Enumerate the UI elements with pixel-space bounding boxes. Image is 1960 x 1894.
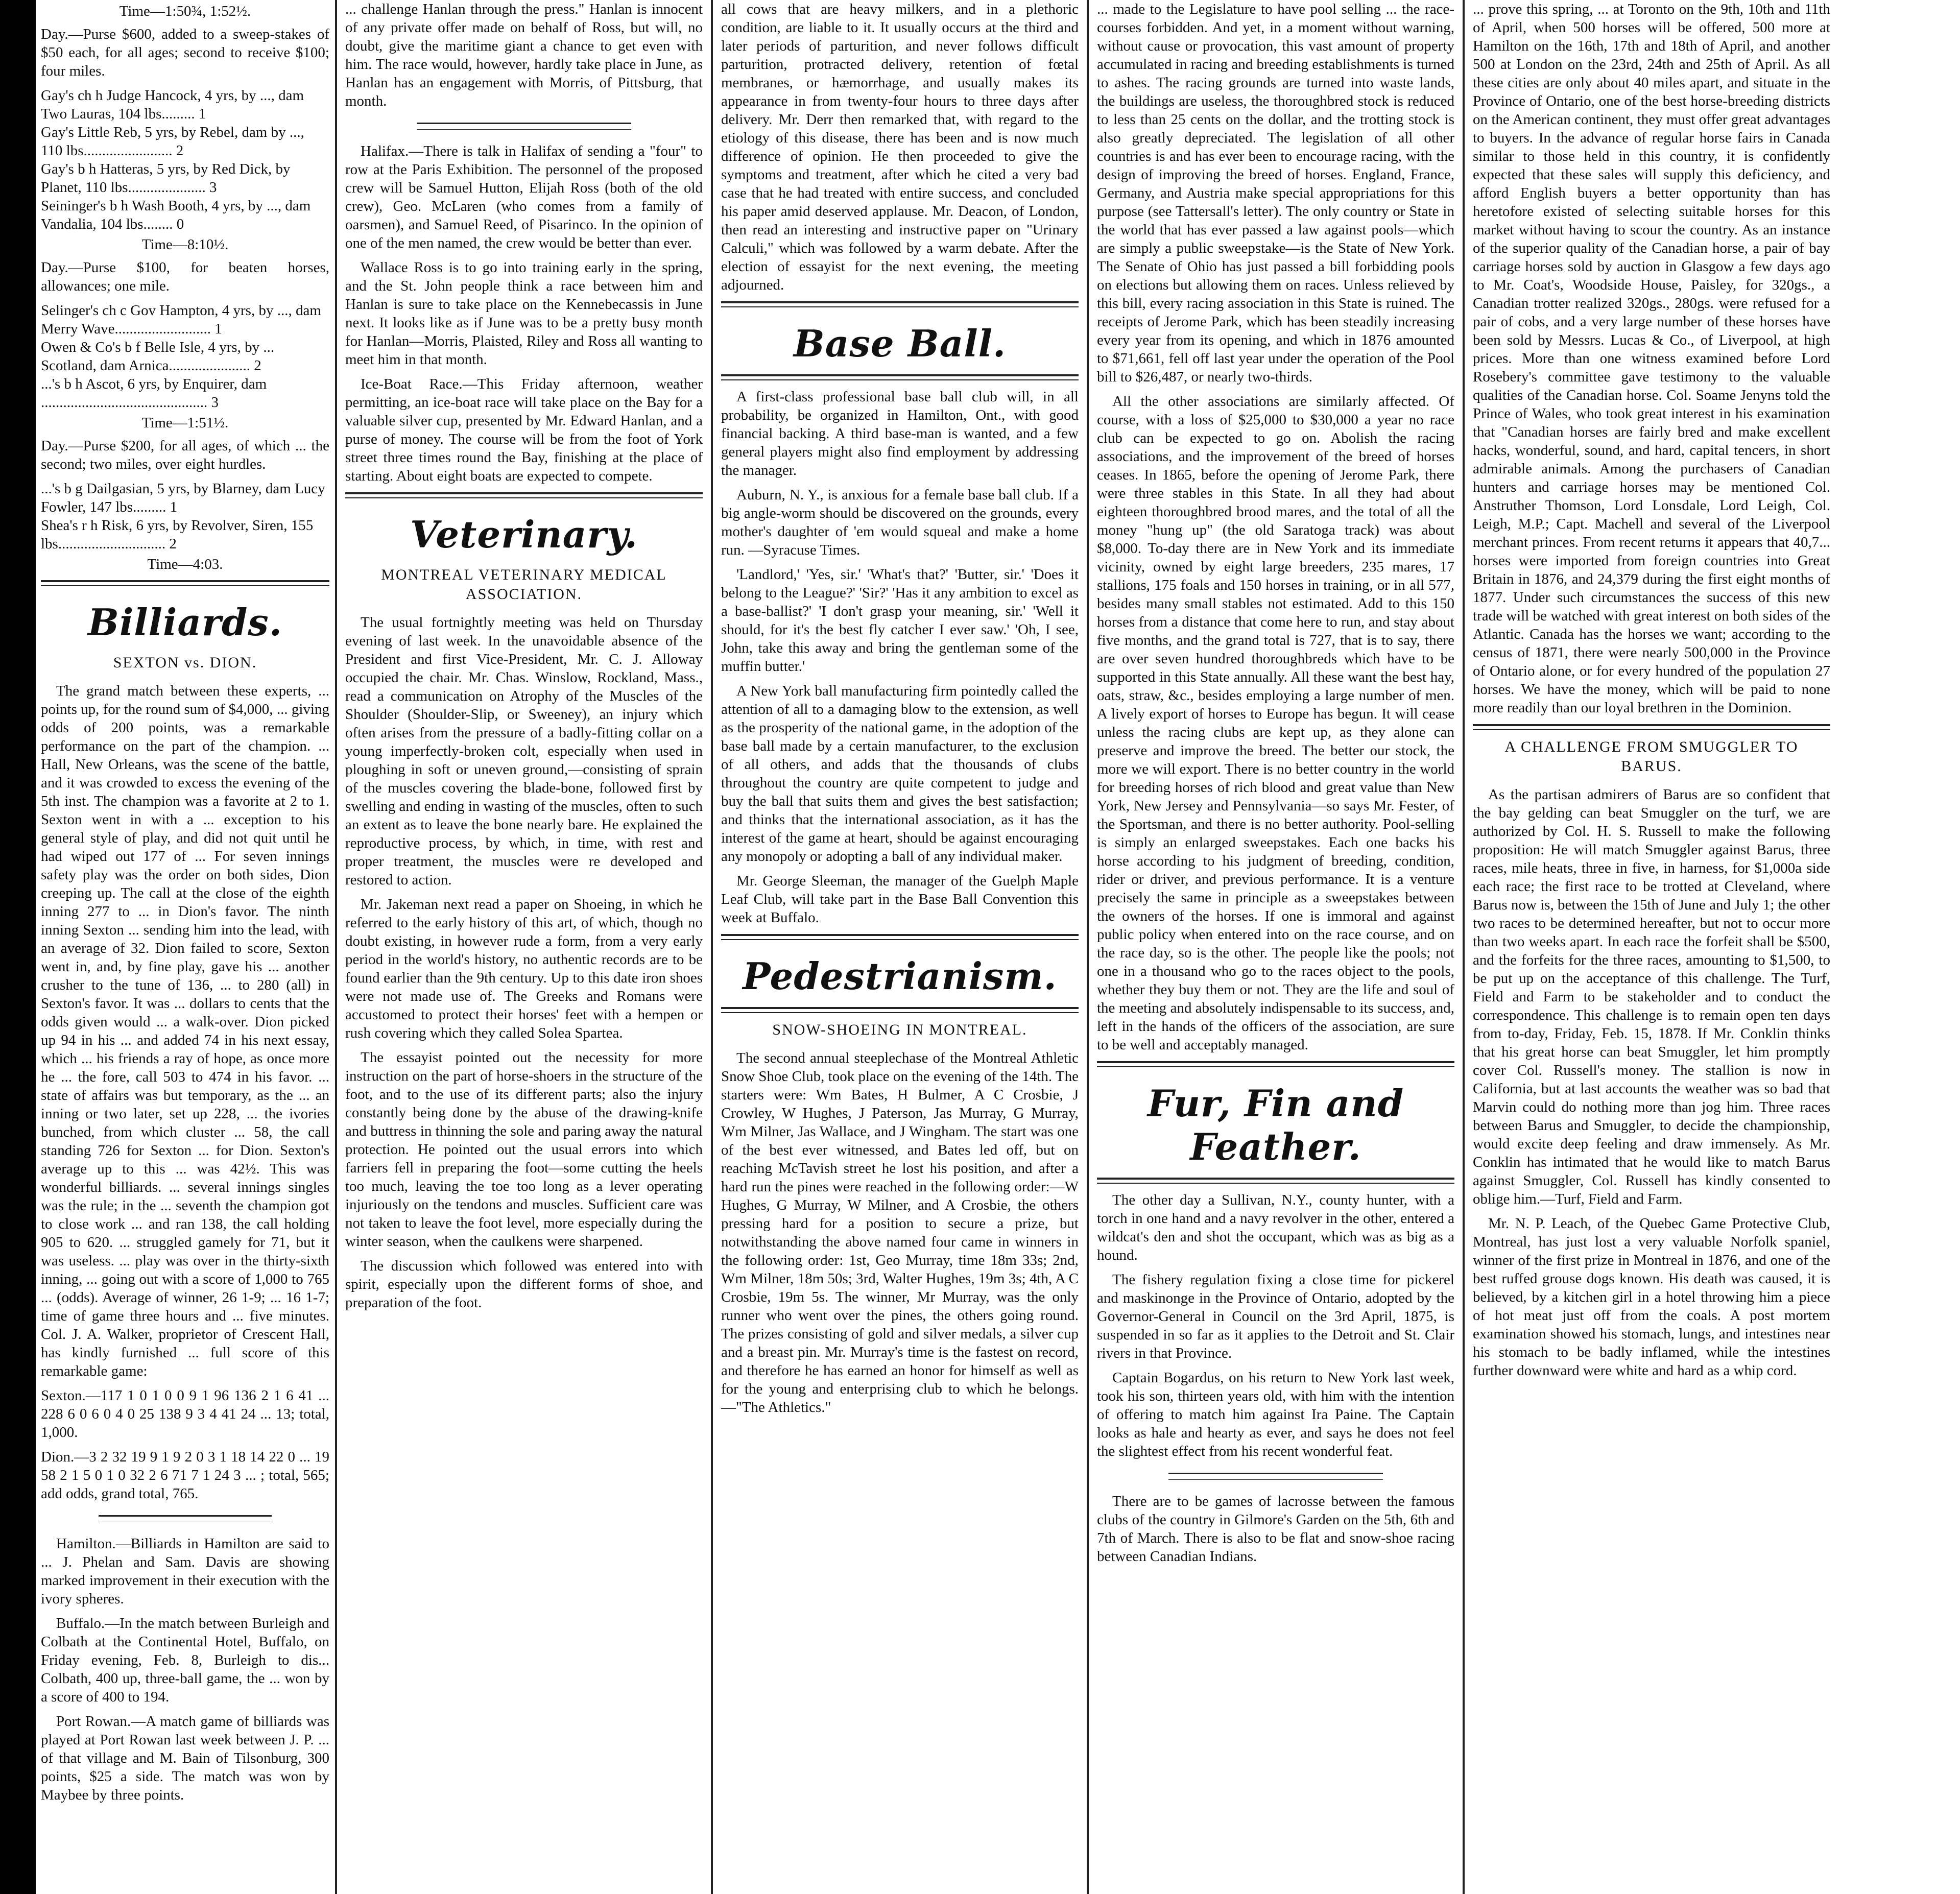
race-intro: Day.—Purse $100, for beaten horses, allowances; one mile.: [41, 259, 329, 294]
column-rule: [1463, 0, 1465, 1894]
column-rule: [711, 0, 713, 1894]
race-intro: Day.—Purse $200, for all ages, of which ... the second; two miles, over eight hurdles.: [41, 438, 329, 472]
race-entry: Selinger's ch c Gov Hampton, 4 yrs, by ..., dam Merry Wave.......................... 1: [41, 302, 325, 337]
column-5: [1473, 0, 1830, 1894]
section-heading-pedestrianism: Pedestrianism.: [743, 954, 1057, 998]
article-body: Captain Bogardus, on his return to New York last week, took his son, thirteen years old, with him with the intention of offering to match him against Ira Paine. The Captain looks as hale and hearty as ever, and says he does not feel the slightest effect from his recent wonderful feat.: [1097, 1370, 1454, 1459]
article-body: Hamilton.—Billiards in Hamilton are said to ... J. Phelan and Sam. Davis are showing marked improvement in their execution with the ivory spheres.: [41, 1536, 329, 1607]
article-body: ... made to the Legislature to have pool selling ... the race-courses forbidden. And yet, in a moment without warning, without cause or provocation, this vast amount of property accumulated in racing and breeding establishments is turned to ashes. The racing grounds are turned into waste lands, the buildings are useless, the thoroughbred stock is reduced to less than 25 cents on the dollar, and the trotting stock is also greatly depreciated. The legislation of all other countries is and has ever been to encourage racing, with the design of improving the breed of horses. England, France, Germany, and Austria make special appropriations for this purpose (see Tattersall's letter). The only country or State in the world that has ever passed a law against pools—which are simply a public sweepstake—is the State of New York. The Senate of Ohio has just passed a bill forbidding pools on elections but allowing them on races. Unless relieved by this bill, every racing association in this State is ruined. The receipts of Jerome Park, which has been steadily increasing every year from its opening, and which in 1876 amounted to $71,661, fell off last year under the operation of the Pool bill to $26,487, or nearly two-thirds.: [1097, 1, 1454, 385]
column-2: [345, 0, 703, 1894]
article-body: All the other associations are similarly affected. Of course, with a loss of $25,000 to $30,000 a year no race club can be expected to go on. Abolish the racing associations, and the improvement of the breed of horses ceases. In 1865, before the opening of Jerome Park, there were three stables in this State. In all they had about eighteen thoroughbred brood mares, and the total of all the money "hung up" (the old Saratoga track) was about $8,000. To-day there are in New York and its immediate vicinity, owned by eight large breeders, 235 mares, 17 stallions, 175 foals and 150 horses in training, or in all 577, besides many small stables not estimated. Add to this 150 horses from a distance that come here to run, and stay about five months, and the grand total is 727, that is to say, there are over seven hundred thoroughbreds which have to be supported in this State annually. All these want the best hay, oats, straw, &c., besides employing a large number of men. A lively export of horses to Europe has begun. It will cease unless the racing clubs are kept up, as they alone can preserve and improve the breed. The better our stock, the more we will export. There is no better country in the world for breeding horses of rich blood and great value than New York, New Jersey and Pennsylvania—so says Mr. Fester, of the Sportsman, and there is no better authority. Pool-selling is simply an enlarged sweepstakes. Each one backs his horse according to his judgment of breeding, condition, rider or driver, and previous performance. It is a venture precisely the same in principle as a sweepstakes between the owners of the horses. If one is immoral and against public policy when entered into on the race course, and on the race day, so is the other. The people like the pools; not one in a thousand who go to the races object to the pools, whether they buy them or not. They are the life and soul of the meeting and absolutely indispensable to its success, and, left in the hands of the officers of the association, are sure to be well and acceptably managed.: [1097, 393, 1454, 1053]
race-entry: Gay's b h Hatteras, 5 yrs, by Red Dick, by Planet, 110 lbs..................... 3: [41, 161, 294, 196]
article-body: The usual fortnightly meeting was held on Thursday evening of last week. In the unavoidable absence of the President and first Vice-President, Mr. C. J. Alloway occupied the chair. Mr. Chas. Winslow, Rockland, Mass., read a communication on Atrophy of the Muscles of the Shoulder (Shoulder-Slip, or Sweeney), an injury which often arises from the pressure of a badly-fitting collar on a young imperfectly-broken colt, especially when used in ploughing in soft or uneven ground,—consisting of sprain of the muscles covering the blade-bone, followed first by swelling and ending in wasting of the muscles, often to such an extent as to leave the bone nearly bare. He explained the reproductive process, by which, in time, with rest and proper treatment, the muscles were re developed and restored to action.: [345, 614, 703, 888]
article-body: A New York ball manufacturing firm pointedly called the attention of all to a damaging blow to the extension, as well as the prosperity of the national game, in the adoption of the base ball made by a certain manufacturer, to the exclusion of all others, and adds that the thousands of clubs throughout the country are quite competent to judge and buy the ball that suits them and gives the best satisfaction; and thinks that the international association, as it has the interest of the game at heart, should be against encouraging any monopoly or adopting a ball of any individual maker.: [721, 683, 1079, 865]
article-body: ... challenge Hanlan through the press." Hanlan is innocent of any private offer made on behalf of Ross, but will, no doubt, give the maritime giant a chance to get even with him. The race would, however, hardly take place in June, as Hanlan has an engagement with Morris, of Pittsburg, that month.: [345, 1, 703, 109]
article-body: ... prove this spring, ... at Toronto on the 9th, 10th and 11th of April, when 500 horses will be offered, 500 more at Hamilton on the 16th, 17th and 18th of April, and another 500 at London on the 23rd, 24th and 25th of April. As all these cities are only about 40 miles apart, and situate in the Province of Ontario, one of the best horse-breeding districts on the American continent, they must offer great advantages to buyers. In the advance of regular horse fairs in Canada similar to those held in this country, it is confidently expected that these sales will supply this deficiency, and afford English buyers a better opportunity than has heretofore existed of selecting suitable horses for this market without having to scour the country. As an instance of the superior quality of the Canadian horse, a pair of bay carriage horses sold by auction in Glasgow a few days ago to Mr. Coat's, Woodside House, Paisley, for 320gs., a Canadian trotter realized 320gs., 280gs. were refused for a pair of cobs, and a very large number of these horses have been sold by Messrs. Lucas & Co., of Liverpool, at high prices. More than one witness examined before Lord Rosebery's committee gave testimony to the valuable qualities of the Canadian horse. Col. Soame Jenyns told the Prince of Wales, who took great interest in his examination that "Canadian horses are fairly bred and make excellent hacks, wonderful, sound, and hard, capital tencers, in short admirable animals. Among the purchasers of Canadian hunters and carriage horses may be mentioned Col. Anstruther Thomson, Lord Lonsdale, Lord Leigh, Col. Leigh, M.P.; Capt. Machell and several of the Liverpool merchant princes. From recent returns it appears that 40,7... horses were imported from foreign countries into Great Britain in 1876, and 24,379 during the first eight months of 1877. Under such circumstances the success of this new trade will be watched with great interest on both sides of the Atlantic. Canada has the horses we want; according to the census of 1871, there were nearly 500,000 in the Province of Ontario alone, or for every hundred of the population 27 horses. We have the money, which will be paid to none more readily than our loyal brethren in the Dominion.: [1473, 1, 1830, 716]
section-rule: [1097, 1061, 1454, 1067]
race-entry: ...'s b h Ascot, 6 yrs, by Enquirer, dam ............................................. 3: [41, 376, 271, 411]
race-entry: Shea's r h Risk, 6 yrs, by Revolver, Siren, 155 lbs............................. 2: [41, 517, 317, 552]
score-line: Dion.—3 2 32 19 9 1 9 2 0 3 1 18 14 22 0 ... 19 58 2 1 5 0 1 0 32 2 6 71 7 1 24 3 ... ; total, 565; add odds, grand total, 765.: [41, 1449, 329, 1502]
section-rule: [41, 580, 329, 586]
section-rule: [1097, 1178, 1454, 1184]
race-time: Time—4:03.: [147, 556, 223, 572]
article-body: Ice-Boat Race.—This Friday afternoon, weather permitting, an ice-boat race will take place on the Bay for a valuable silver cup, presented by Mr. Edward Hanlan, and a purse of money. The course will be from the foot of York street three times round the Bay, finishing at the place of starting. About eight boats are expected to compete.: [345, 376, 703, 484]
article-body: The grand match between these experts, ... points up, for the round sum of $4,000, ... giving odds of 200 points, was a remarkable performance on the part of the champion. ... Hall, New Orleans, was the scene of the battle, and it was crowded to excess the evening of the 5th inst. The champion was a favorite at 2 to 1. Sexton went in with a ... exception to his general style of play, and did not quit until he had wiped out 177 of ... For seven innings safety play was the order on both sides, Dion creeping up. The call at the close of the eighth inning 277 to ... in Dion's favor. The ninth inning Sexton ... sending him into the lead, with an average of 32. Dion failed to score, Sexton went in, and, by fine play, gave his ... another crusher to the tune of 136, ... to 280 (all) in Sexton's favor. It was ... dollars to cents that the odds given would ... a walk-over. Dion picked up 94 in his ... and added 74 in his next essay, which ... his friends a ray of hope, as once more he ... the fore, call 503 to 474 in his favor. ... state of affairs was but temporary, as the ... an inning or two later, set up 228, ... the ivories bunched, from which cluster ... 58, the call standing 726 for Sexton ... for Dion. Sexton's average up to this ... was 42½. This was wonderful billiards. ... several innings singles was the rule; in the ... seventh the champion got to close work ... and ran 138, the call holding 905 to 620. ... struggled gamely for 71, but it was useless. ... play was over in the thirty-sixth inning, ... going out with a score of 1,000 to 765 ... (odds). Average of winner, 26 1-9; ... 16 1-7; time of game three hours and ... five minutes. Col. J. A. Walker, proprietor of Crescent Hall, has kindly furnished ... full score of this remarkable game:: [41, 683, 329, 1379]
column-rule: [335, 0, 337, 1894]
article-body: Buffalo.—In the match between Burleigh and Colbath at the Continental Hotel, Buffalo, on Friday evening, Feb. 8, Burleigh to dis... Colbath, 400 up, three-ball game, the ... won by a score of 400 to 194.: [41, 1615, 329, 1705]
section-rule: [721, 374, 1079, 380]
race-entry: Seininger's b h Wash Booth, 4 yrs, by ..., dam Vandalia, 104 lbs........ 0: [41, 198, 315, 232]
article-body: The second annual steeplechase of the Montreal Athletic Snow Shoe Club, took place on the evening of the 14th. The starters were: Wm Bates, H Bulmer, A C Crosbie, J Crowley, W Hughes, J Paterson, Jas Murray, G Murray, Wm Milner, Jas Wallace, and J Wingham. The start was one of the best ever witnessed, and Bates led off, but on reaching McTavish street he lost his position, and after a hard run the pines were reached in the following order:—W Hughes, G Murray, W Milner, and A Crosbie, the others pressing hard for a position to secure a prize, but notwithstanding the above named four came in winners in the following order: 1st, Geo Murray, time 18m 33s; 2nd, Wm Milner, 18m 50s; 3rd, Walter Hughes, 19m 3s; 4th, A C Crosbie, 19m 5s. The winner, Mr Murray, was the only runner who went over the pines, the others going round. The prizes consisting of gold and silver medals, a silver cup and a breast pin. Mr. Murray's time is the fastest on record, and therefore he has earned an honor for himself as well as for the young and enterprising club to which he belongs.—"The Athletics.": [721, 1050, 1079, 1416]
article-body: Port Rowan.—A match game of billiards was played at Port Rowan last week between J. P. ... of that village and M. Bain of Tilsonburg, 300 points, $25 a side. The match was won by Maybee by three points.: [41, 1713, 329, 1803]
article-body: The other day a Sullivan, N.Y., county hunter, with a torch in one hand and a navy revolver in the other, entered a wildcat's den and shot the occupant, which was as big as a hound.: [1097, 1192, 1454, 1263]
article-body: Halifax.—There is talk in Halifax of sending a "four" to row at the Paris Exhibition. The personnel of the proposed crew will be Samuel Hutton, Elijah Ross (both of the old crew), Geo. McLaren (who comes from a family of oarsmen), and Samuel Reed, of Pisarinco. In the opinion of one of the men named, the crew would be better than ever.: [345, 143, 703, 251]
ornament-rule: [99, 1515, 272, 1522]
ornament-rule: [417, 123, 631, 130]
column-3: [721, 0, 1079, 1894]
article-body: 'Landlord,' 'Yes, sir.' 'What's that?' 'Butter, sir.' 'Does it belong to the League?' 'Sir?' 'Has it any ambition to excel as a base-ballist?' 'I don't grasp your meaning, sir.' 'Well it should, for it's the best fly catcher I ever saw.' 'Oh, I see, John, take this away and bring the gentleman some of the muffin butter.': [721, 566, 1079, 675]
column-4: [1097, 0, 1454, 1894]
article-body: The essayist pointed out the necessity for more instruction on the part of horse-shoers in the structure of the foot, and to the use of its different parts; also the injury constantly being done by the abuse of the drawing-knife and buttress in thinning the sole and paring away the natural protection. He pointed out the usual errors into which farriers fell in preparing the foot—some cutting the heels too much, leaving the toe too long as a lever operating injuriously on the tendons and muscles. Sufficient care was not taken to leave the foot level, more especially during the winter season, when the caulkens were sharpened.: [345, 1049, 703, 1250]
section-rule: [721, 301, 1079, 307]
article-body: Mr. N. P. Leach, of the Quebec Game Protective Club, Montreal, has just lost a very valuable Norfolk spaniel, winner of the first prize in Montreal in 1876, and one of the best ruffed grouse dogs known. His death was caused, it is believed, by a kitchen girl in a hotel throwing him a piece of hot meat just off from the coals. A post mortem examination showed his stomach, lungs, and intestines near his stomach to be badly inflamed, while the intestines further downward were white and hard as a whip cord.: [1473, 1215, 1830, 1379]
race-entry: Gay's Little Reb, 5 yrs, by Rebel, dam by ..., 110 lbs........................ 2: [41, 124, 308, 159]
article-body: Mr. George Sleeman, the manager of the Guelph Maple Leaf Club, will take part in the Base Ball Convention this week at Buffalo.: [721, 873, 1079, 926]
article-body: The fishery regulation fixing a close time for pickerel and maskinonge in the Province of Ontario, adopted by the Governor-General in Council on the 3rd April, 1875, is suspended in so far as it applies to the Detroit and St. Clair rivers in that Province.: [1097, 1272, 1454, 1361]
article-body: Mr. Jakeman next read a paper on Shoeing, in which he referred to the early history of this art, of which, though no doubt existing, in however rude a form, from a very early period in the world's history, no authentic records are to be found earlier than the 9th century. Up to this date iron shoes were not made use of. The Greeks and Romans were accustomed to protect their horses' feet with a hempen or rush covering which they called Solea Spartea.: [345, 896, 703, 1041]
race-time: Time—1:50¾, 1:52½.: [119, 3, 251, 19]
race-time: Time—1:51½.: [141, 415, 229, 431]
article-body: Wallace Ross is to go into training early in the spring, and the St. John people think a race between him and Hanlan is sure to take place on the Kennebecassis in June next. It looks like as if June was to be a pretty busy month for Hanlan—Morris, Plaisted, Riley and Ross all wanting to meet him in that month.: [345, 259, 703, 368]
race-entry: ...'s b g Dailgasian, 5 yrs, by Blarney, dam Lucy Fowler, 147 lbs......... 1: [41, 481, 329, 515]
race-entry: Gay's ch h Judge Hancock, 4 yrs, by ..., dam Two Lauras, 104 lbs......... 1: [41, 87, 307, 122]
article-body: The discussion which followed was entered into with spirit, especially upon the different forms of shoe, and preparation of the foot.: [345, 1258, 703, 1311]
race-entry: Owen & Co's b f Belle Isle, 4 yrs, by ... Scotland, dam Arnica...................... 2: [41, 339, 278, 374]
race-time: Time—8:10½.: [141, 236, 229, 253]
article-title: MONTREAL VETERINARY MEDICAL ASSOCIATION.: [381, 566, 667, 603]
ornament-rule: [1168, 1473, 1383, 1480]
article-title: SEXTON vs. DION.: [113, 654, 257, 671]
article-body: all cows that are heavy milkers, and in a plethoric condition, are liable to it. It usually occurs at the third and later periods of parturition, and never follows difficult parturition, protracted delivery, retention of fœtal membranes, or hæmorrhage, and usually makes its appearance in from twenty-four hours to three days after delivery. Mr. Derr then remarked that, with regard to the etiology of this disease, there has been and is now much difference of opinion. He then proceeded to give the symptoms and treatment, after which he cited a very bad case that he had treated with entire success, and concluded his paper amid deserved applause. Mr. Deacon, of London, then read an interesting and instructive paper on "Urinary Calculi," which was followed by a warm debate. After the election of essayist for the next evening, the meeting adjourned.: [721, 1, 1079, 293]
scan-edge-shadow: [0, 0, 36, 1894]
section-rule: [1473, 724, 1830, 730]
column-1: [41, 0, 329, 1894]
article-title: A CHALLENGE FROM SMUGGLER TO BARUS.: [1504, 738, 1799, 775]
column-rule: [1087, 0, 1089, 1894]
section-rule: [721, 934, 1079, 940]
section-heading-base-ball: Base Ball.: [793, 322, 1007, 365]
article-body: As the partisan admirers of Barus are so confident that the bay gelding can beat Smuggler on the turf, we are authorized by Col. H. S. Russell to make the following proposition: He will match Smuggler against Barus, three races, mile heats, three in five, in harness, for $1,000a side each race; the first race to be trotted at Cleveland, where Barus now is, between the 15th of June and July 1; the other two races to be determined hereafter, but not to occur more than two weeks apart. In each race the forfeit shall be $500, and the forfeits for the three races, amounting to $1,500, to be put up on the acceptance of this challenge. The Turf, Field and Farm to be stakeholder and to conduct the correspondence. This challenge is to remain open ten days from to-day, Friday, Feb. 15, 1878. If Mr. Conklin thinks that his great horse can beat Smuggler, let him promptly cover Col. Russell's money. The stallion is now in California, but at last accounts the weather was so bad that Marvin could do nothing more than jog him. Three races between Barus and Smuggler, to decide the championship, would excite deep feeling and draw immensely. As Mr. Conklin has intimated that he would like to match Barus against Smuggler, Col. Russell has kindly consented to oblige him.—Turf, Field and Farm.: [1473, 786, 1830, 1207]
section-rule: [345, 492, 703, 498]
article-body: There are to be games of lacrosse between the famous clubs of the country in Gilmore's Garden on the 5th, 6th and 7th of March. There is also to be flat and snow-shoe racing between Canadian Indians.: [1097, 1493, 1454, 1565]
article-body: A first-class professional base ball club will, in all probability, be organized in Hamilton, Ont., with good financial backing. A third base-man is wanted, and a few general players might also find employment by addressing the manager.: [721, 389, 1079, 478]
score-line: Sexton.—117 1 0 1 0 0 9 1 96 136 2 1 6 41 ... 228 6 0 6 0 4 0 25 138 9 3 4 41 24 ... 13; total, 1,000.: [41, 1387, 329, 1441]
article-title: SNOW-SHOEING IN MONTREAL.: [772, 1021, 1027, 1038]
section-heading-veterinary: Veterinary.: [410, 513, 638, 556]
article-body: Auburn, N. Y., is anxious for a female base ball club. If a big angle-worm should be discovered on the grounds, every mother's daughter of 'em would squeal and make a home run. —Syracuse Times.: [721, 487, 1079, 558]
section-heading-billiards: Billiards.: [88, 601, 282, 644]
section-heading-fur-fin-feather: Fur, Fin and Feather.: [1147, 1082, 1404, 1168]
race-intro: Day.—Purse $600, added to a sweep-stakes of $50 each, for all ages; second to receive $100; four miles.: [41, 26, 329, 79]
section-rule: [721, 1007, 1079, 1013]
